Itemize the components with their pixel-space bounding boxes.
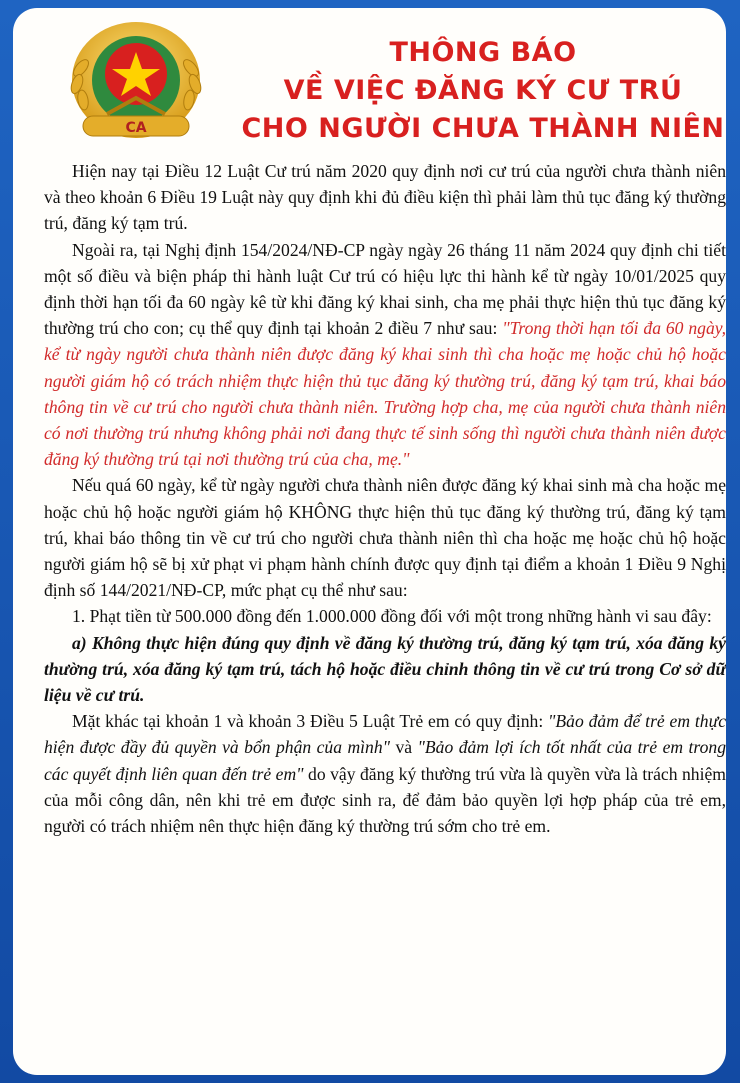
paragraph-6-c: do vậy đăng ký thường trú vừa là quyền vừa là trách nhiệm của mỗi công dân, nên khi trẻ em được sinh ra, để đảm bảo quyền lợi hợp pháp của trẻ em, người có trách nhiệm nên thực hiện đăng ký thường trú sớm cho trẻ em. <box>44 763 726 837</box>
svg-text:CA: CA <box>125 120 147 136</box>
police-emblem-icon <box>47 18 225 144</box>
paragraph-6-b: và <box>390 737 418 758</box>
quote-children-rights: "Bảo đảm để trẻ em thực hiện được đầy đủ quyền và bổn phận của mình" <box>44 711 726 758</box>
notice-body <box>44 158 726 839</box>
paragraph-2 <box>44 237 726 473</box>
paragraph-2-lead: Ngoài ra, tại Nghị định 154/2024/NĐ-CP ngày ngày 26 tháng 11 năm 2024 quy định chi tiết một số điều và biện pháp thi hành luật Cư trú có hiệu lực thi hành kể từ ngày 10/01/2025 quy định thời hạn tối đa 60 ngày kê từ khi đăng ký khai sinh, cha mẹ phải thực hiện thủ tục đăng ký thường trú cho con; cụ thể quy định tại khoản 2 điều 7 như sau: <box>44 239 726 339</box>
paragraph-5: a) Không thực hiện đúng quy định về đăng ký thường trú, đăng ký tạm trú, xóa đăng ký thường trú, xóa đăng ký tạm trú, tách hộ hoặc điều chỉnh thông tin về cư trú trong Cơ sở dữ liệu về cư trú. <box>44 632 726 706</box>
title-line-1: THÔNG BÁO <box>389 37 577 68</box>
paragraph-6-a: Mặt khác tại khoản 1 và khoản 3 Điều 5 Luật Trẻ em có quy định: <box>72 711 549 732</box>
paragraph-3: Nếu quá 60 ngày, kể từ ngày người chưa thành niên được đăng ký khai sinh mà cha hoặc mẹ hoặc chủ hộ hoặc người giám hộ KHÔNG thực hiện thủ tục đăng ký thường trú, đăng ký tạm trú, khai báo thông tin về cư trú cho người chưa thành niên thì cha hoặc mẹ hoặc chủ hộ hoặc người giám hộ sẽ bị xử phạt vi phạm hành chính được quy định tại điểm a khoản 1 Điều 9 Nghị định số 144/2021/NĐ-CP, mức phạt cụ thể như sau: <box>44 475 726 601</box>
notice-title <box>233 34 726 148</box>
paragraph-4: 1. Phạt tiền từ 500.000 đồng đến 1.000.000 đồng đối với một trong những hành vi sau đây: <box>72 606 712 627</box>
notice-card <box>13 8 726 1075</box>
paragraph-6 <box>44 708 726 839</box>
title-line-2: VỀ VIỆC ĐĂNG KÝ CƯ TRÚ <box>283 75 683 106</box>
quoted-regulation: "Trong thời hạn tối đa 60 ngày, kể từ ngày người chưa thành niên được đăng ký khai sinh thì cha hoặc mẹ hoặc chủ hộ hoặc người giám hộ có trách nhiệm thực hiện thủ tục đăng ký thường trú, đăng ký tạm trú, khai báo thông tin về cư trú cho người chưa thành niên. Trường hợp cha, mẹ của người chưa thành niên có nơi thường trú nhưng không phải nơi đang thực tế sinh sống thì người chưa thành niên được đăng ký thường trú tại nơi thường trú của cha, mẹ." <box>44 318 726 470</box>
quote-best-interest: "Bảo đảm lợi ích tốt nhất của trẻ em trong các quyết định liên quan đến trẻ em" <box>44 737 726 784</box>
title-line-3: CHO NGƯỜI CHƯA THÀNH NIÊN <box>241 113 725 144</box>
paragraph-1: Hiện nay tại Điều 12 Luật Cư trú năm 2020 quy định nơi cư trú của người chưa thành niên và theo khoản 6 Điều 19 Luật này quy định khi đủ điều kiện thì phải làm thủ tục đăng ký thường trú, đăng ký tạm trú. <box>44 161 726 234</box>
